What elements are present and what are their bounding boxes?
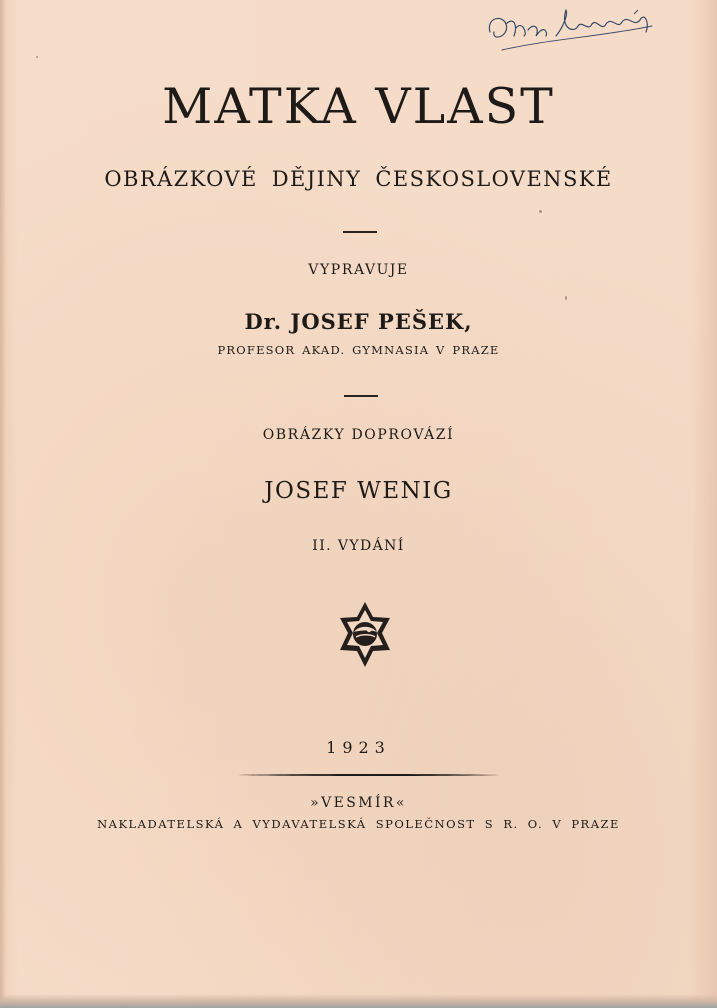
paper-speck — [36, 56, 38, 58]
publisher-description: NAKLADATELSKÁ A VYDAVATELSKÁ SPOLEČNOST S R. O. V PRAZE — [97, 817, 620, 831]
paper-speck — [539, 210, 542, 213]
author-name: Dr. JOSEF PEŠEK, — [244, 309, 473, 334]
divider — [343, 231, 377, 233]
page-bottom-edge — [0, 994, 717, 1008]
publication-year: 1923 — [326, 738, 391, 757]
narrated-by-label: VYPRAVUJE — [308, 262, 409, 278]
book-title: MATKA VLAST — [162, 78, 555, 135]
author-position: PROFESOR AKAD. GYMNASIA V PRAZE — [217, 343, 500, 357]
book-subtitle: OBRÁZKOVÉ DĚJINY ČESKOSLOVENSKÉ — [104, 167, 613, 191]
paper-speck — [565, 296, 567, 300]
edition-label: II. VYDÁNÍ — [312, 538, 405, 554]
page-left-edge — [0, 0, 6, 1008]
illustrator-name: JOSEF WENIG — [264, 478, 453, 504]
star-emblem-icon — [335, 601, 395, 669]
publisher-name: »VESMÍR« — [310, 795, 407, 811]
divider — [344, 395, 378, 397]
handwritten-signature — [484, 6, 674, 66]
long-divider — [238, 771, 500, 779]
illustrated-by-label: OBRÁZKY DOPROVÁZÍ — [262, 427, 455, 443]
